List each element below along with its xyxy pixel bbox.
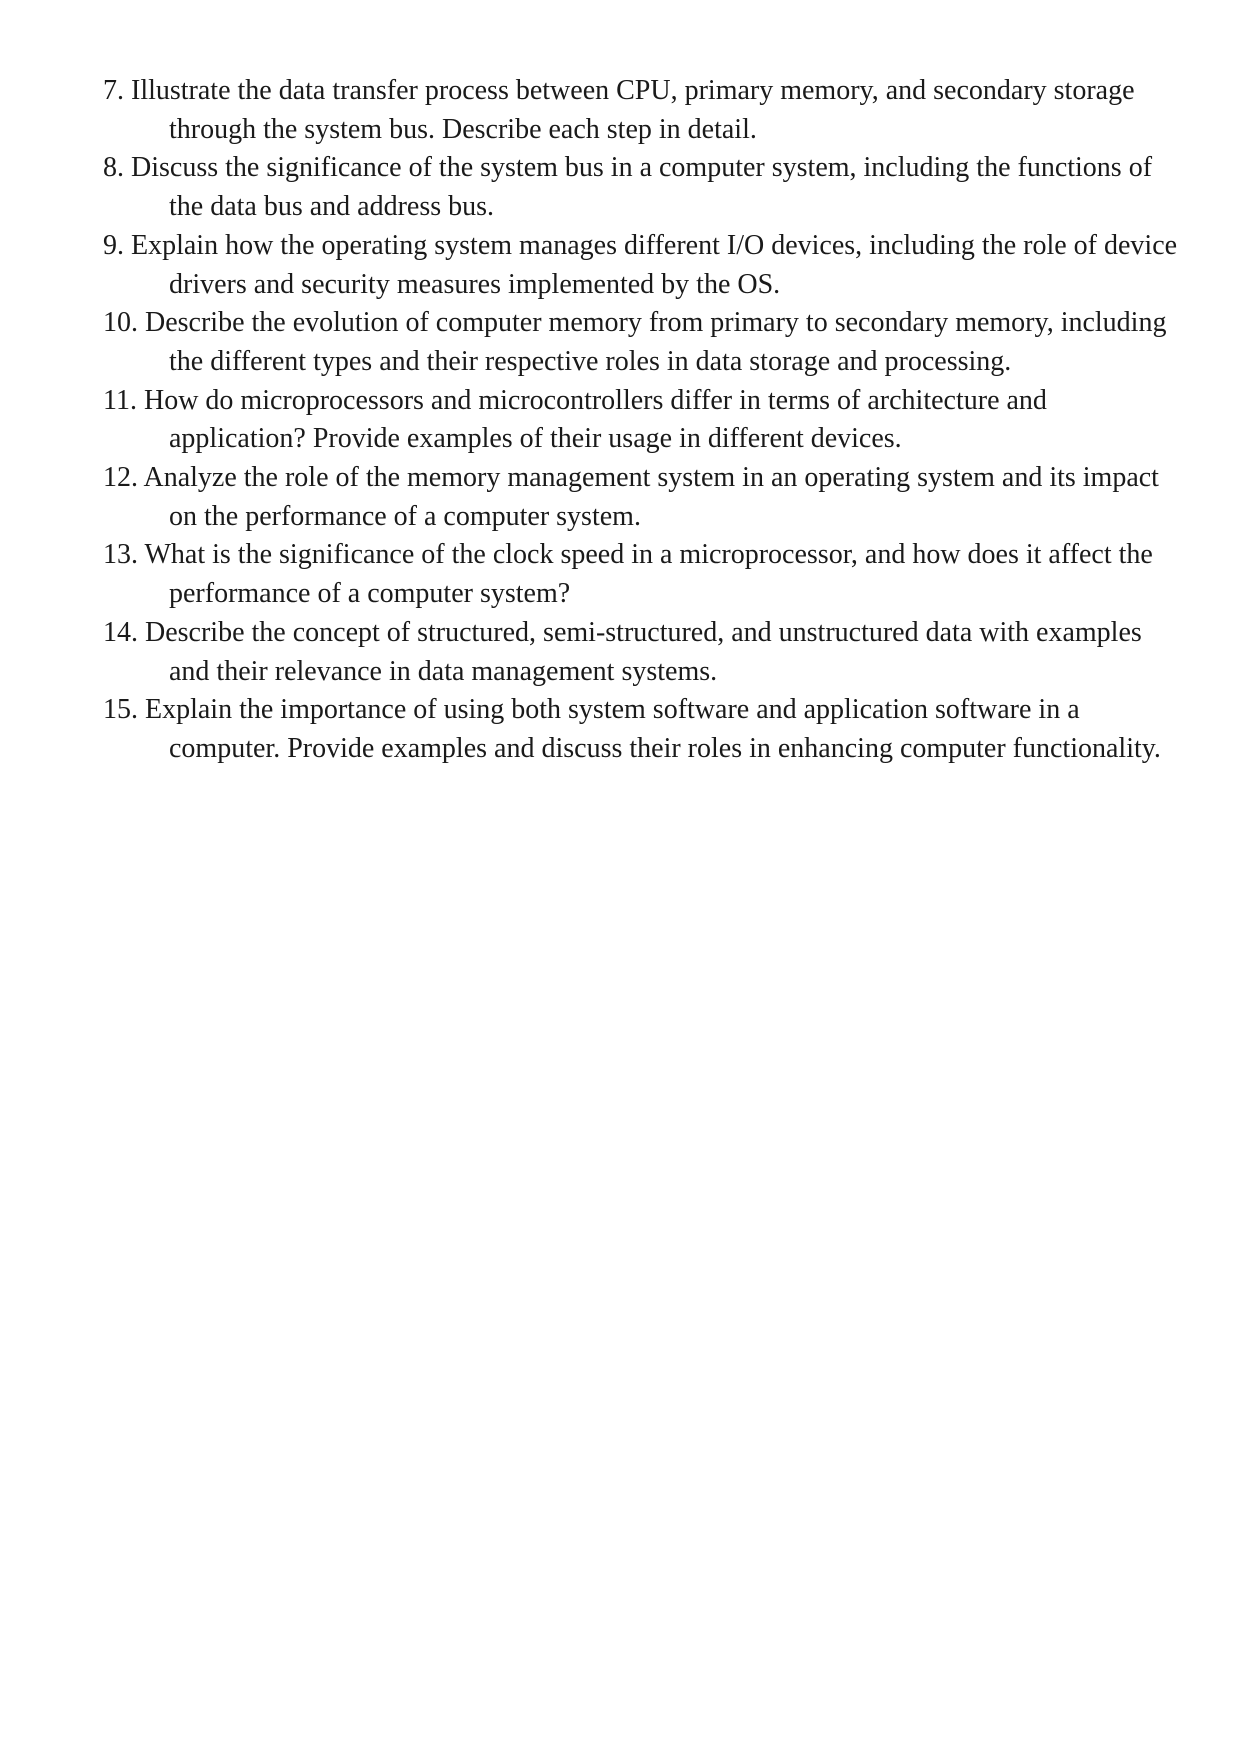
question-number: 10. — [103, 307, 138, 339]
question-text: Describe the concept of structured, semi-structured, and unstructured data with examples and their relevance in data management systems. — [145, 616, 1142, 687]
question-number: 7. — [103, 75, 124, 106]
question-number: 15. — [103, 694, 138, 726]
question-text: Discuss the significance of the system bus in a computer system, including the functions of the data bus and address bus. — [131, 152, 1153, 223]
question-item — [103, 304, 1183, 381]
question-number: 8. — [103, 152, 124, 184]
question-text: Explain how the operating system manages different I/O devices, including the role of device drivers and security measures implemented by the OS. — [131, 229, 1178, 300]
question-text: Illustrate the data transfer process between CPU, primary memory, and secondary storage through the system bus. Describe each step in detail. — [131, 75, 1135, 145]
question-number: 13. — [103, 539, 138, 571]
question-item — [103, 459, 1183, 536]
question-item — [103, 72, 1183, 149]
question-number: 14. — [103, 616, 138, 648]
question-item — [103, 382, 1183, 459]
question-number: 12. — [103, 462, 138, 494]
question-text: Describe the evolution of computer memory from primary to secondary memory, including the different types and their respective roles in data storage and processing. — [145, 307, 1167, 377]
question-list — [103, 72, 1183, 769]
question-text: Analyze the role of the memory management system in an operating system and its impact on the performance of a computer system. — [143, 462, 1159, 532]
question-item — [103, 614, 1183, 691]
question-text: How do microprocessors and microcontrollers differ in terms of architecture and application? Provide examples of their usage in different devices. — [143, 384, 1047, 455]
question-number: 9. — [103, 229, 124, 261]
question-item — [103, 536, 1183, 613]
question-text: Explain the importance of using both system software and application software in a computer. Provide examples and discuss their roles in enhancing computer functionality. — [145, 694, 1161, 764]
question-item — [103, 149, 1183, 226]
question-number: 11. — [103, 384, 137, 416]
question-item — [103, 227, 1183, 304]
question-text: What is the significance of the clock speed in a microprocessor, and how does it affect the performance of a computer system? — [144, 539, 1153, 610]
question-item — [103, 691, 1183, 768]
